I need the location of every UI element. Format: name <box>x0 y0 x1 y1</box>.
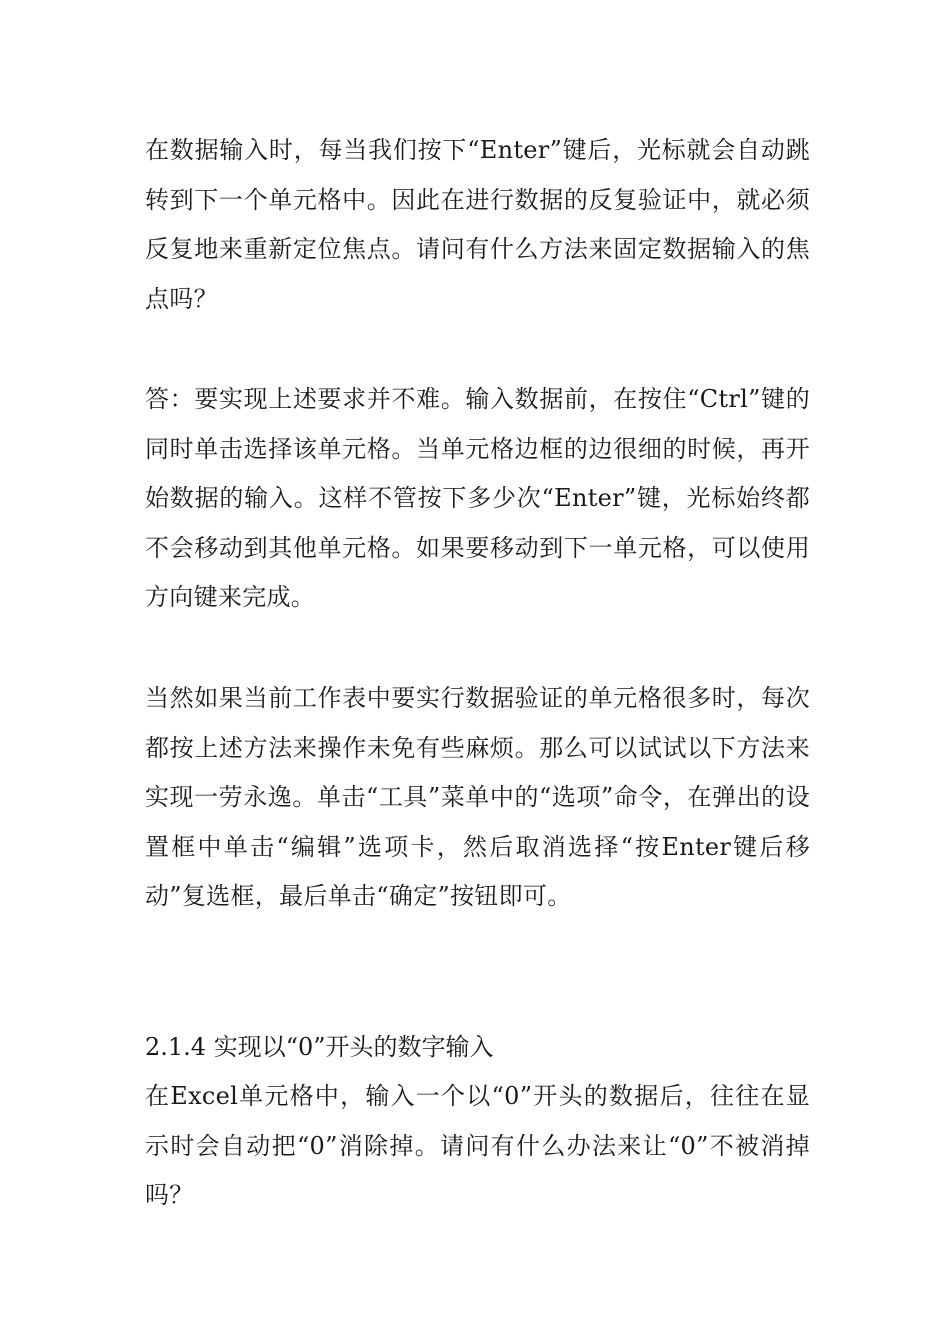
paragraph-options-setting-answer: 当然如果当前工作表中要实行数据验证的单元格很多时，每次都按上述方法来操作未免有些麻烦。那么可以试试以下方法来实现一劳永逸。单击“工具”菜单中的“选项”命令，在弹出的设置框中单击“编辑”选项卡，然后取消选择“按Enter键后移动”复选框，最后单击“确定”按钮即可。 <box>145 684 810 911</box>
section-heading: 2.1.4 实现以“0”开头的数字输入 <box>145 1033 494 1061</box>
paragraph-leading-zero-question: 在Excel单元格中，输入一个以“0”开头的数据后，往往在显示时会自动把“0”消除掉。请问有什么办法来让“0”不被消掉吗？ <box>145 1082 810 1210</box>
paragraph-enter-focus-question: 在数据输入时，每当我们按下“Enter”键后，光标就会自动跳转到下一个单元格中。因此在进行数据的反复验证中，就必须反复地来重新定位焦点。请问有什么方法来固定数据输入的焦点吗？ <box>145 136 810 313</box>
paragraph-ctrl-click-answer: 答：要实现上述要求并不难。输入数据前，在按住“Ctrl”键的同时单击选择该单元格。当单元格边框的边很细的时候，再开始数据的输入。这样不管按下多少次“Enter”键，光标始终都不会移动到其他单元格。如果要移动到下一单元格，可以使用方向键来完成。 <box>145 385 810 612</box>
